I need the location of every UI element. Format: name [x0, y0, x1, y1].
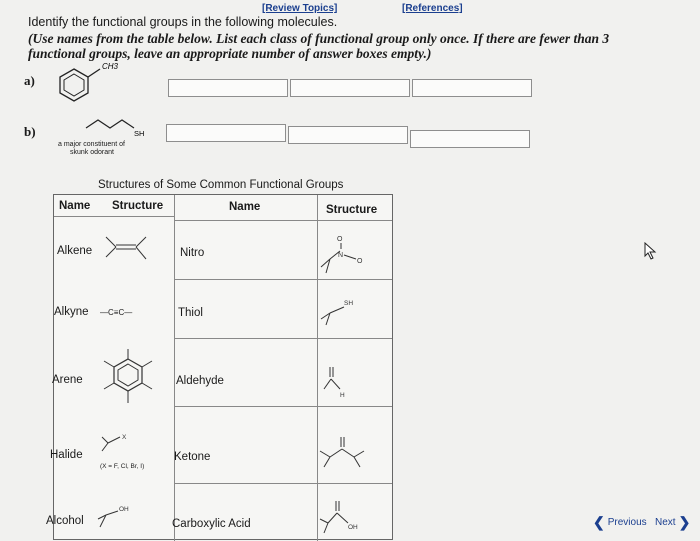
answer-a-3[interactable] — [412, 79, 532, 97]
row-carboxylic-acid-name: Carboxylic Acid — [172, 518, 251, 530]
arene-structure — [98, 347, 158, 405]
next-label: Next — [655, 517, 676, 528]
header-name-left: Name — [59, 200, 91, 212]
table-title: Structures of Some Common Functional Groups — [98, 179, 344, 191]
question-b-substituent: SH — [134, 129, 145, 138]
header-name-right: Name — [229, 201, 261, 213]
chevron-left-icon: ❮ — [593, 514, 605, 530]
review-topics-link[interactable]: [Review Topics] — [262, 3, 338, 14]
row-aldehyde-name: Aldehyde — [176, 375, 224, 387]
nitro-structure — [316, 227, 372, 275]
header-structure-right: Structure — [326, 204, 378, 216]
row-nitro-name: Nitro — [180, 247, 205, 259]
carboxylic-acid-structure — [316, 495, 372, 539]
instructions-line3-text: functional groups, leave an appropriate number of answer boxes empty.) — [28, 46, 432, 61]
row-ketone-name: Ketone — [174, 451, 211, 463]
question-b-caption2: skunk odorant — [70, 149, 114, 156]
row-halide-name: Halide — [50, 449, 83, 461]
nitro-o-top: O — [337, 236, 343, 243]
nitro-o-right: O — [357, 258, 363, 265]
answer-b-3[interactable] — [410, 130, 530, 148]
chevron-right-icon: ❯ — [678, 514, 691, 530]
toluene-structure — [52, 55, 132, 103]
answer-b-1[interactable] — [166, 124, 286, 142]
alcohol-structure — [94, 501, 144, 531]
aldehyde-structure — [322, 361, 372, 403]
alkyne-structure: —C≡C— — [100, 308, 133, 317]
halide-structure — [98, 431, 138, 459]
mouse-cursor-icon — [644, 242, 658, 260]
alcohol-oh-label: OH — [119, 506, 129, 513]
carboxylic-oh-label: OH — [348, 524, 358, 531]
row-alcohol-name: Alcohol — [46, 515, 84, 527]
row-thiol-name: Thiol — [178, 307, 203, 319]
nitro-n: N — [338, 252, 344, 259]
question-a-label: a) — [24, 73, 35, 88]
previous-button[interactable] — [593, 514, 647, 531]
answer-b-2[interactable] — [288, 126, 408, 144]
alkene-structure — [102, 227, 154, 267]
instructions-line1: Identify the functional groups in the following molecules. — [28, 15, 338, 29]
references-link[interactable]: [References] — [402, 3, 463, 14]
instructions-line2-text: (Use names from the table below. List each class of functional group only once. If there are fewer than 3 — [28, 31, 610, 46]
question-b-caption1: a major constituent of — [58, 141, 125, 148]
thiol-structure — [316, 295, 372, 329]
halide-x-label: X — [122, 434, 127, 441]
thiol-sh-label: SH — [344, 300, 354, 307]
answer-a-1[interactable] — [168, 79, 288, 97]
row-alkene-name: Alkene — [57, 245, 93, 257]
next-button[interactable] — [655, 514, 690, 531]
header-structure-left: Structure — [112, 200, 164, 212]
question-b-label: b) — [24, 124, 36, 139]
halide-note: (X = F, Cl, Br, I) — [100, 463, 145, 470]
question-a-substituent: CH3 — [102, 62, 119, 71]
row-arene-name: Arene — [52, 374, 83, 386]
ketone-structure — [316, 435, 376, 471]
row-alkyne-name: Alkyne — [54, 306, 89, 318]
instructions-line2 — [28, 31, 609, 47]
skunk-thiol-structure — [78, 106, 158, 138]
functional-groups-table — [46, 194, 393, 540]
aldehyde-h-label: H — [340, 392, 345, 399]
previous-label: Previous — [607, 517, 647, 528]
answer-a-2[interactable] — [290, 79, 410, 97]
